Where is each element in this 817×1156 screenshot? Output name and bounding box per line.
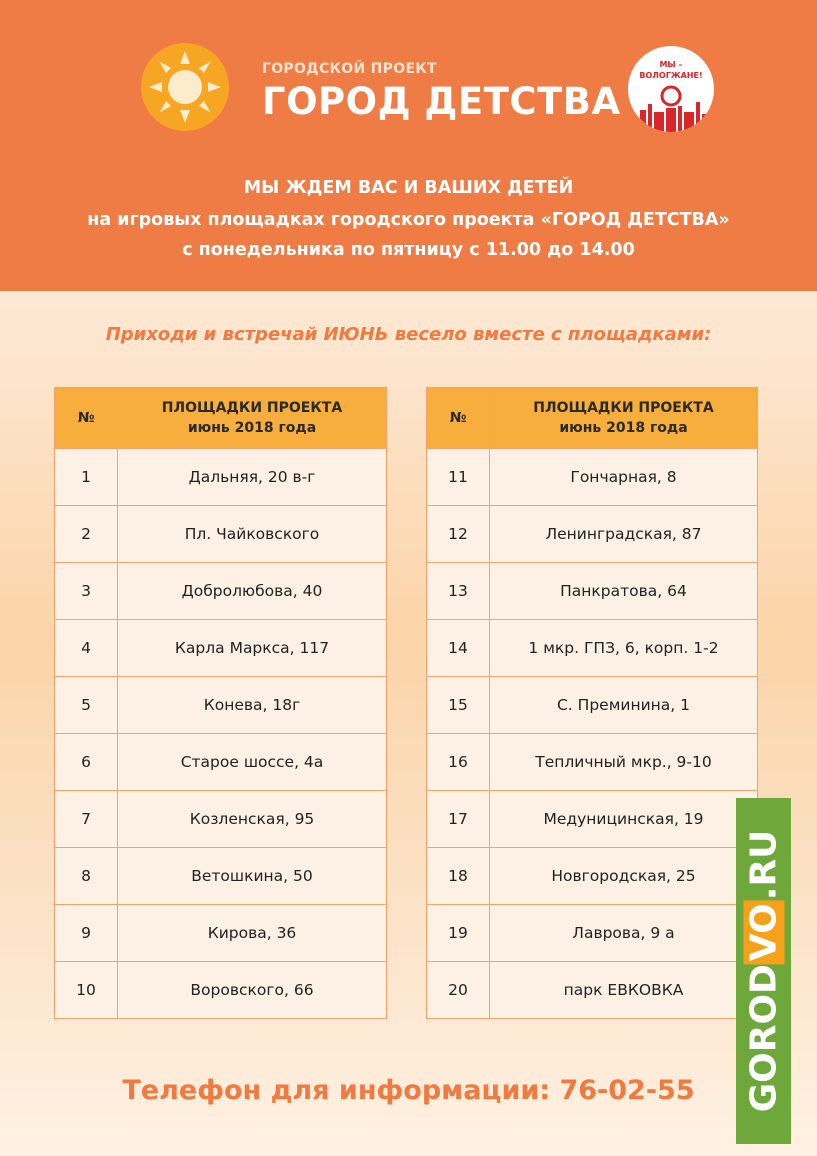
row-place: Воровского, 66: [118, 962, 387, 1019]
sites-table-left: [54, 387, 387, 1019]
row-no: 7: [55, 791, 118, 848]
table-row: [427, 848, 758, 905]
row-place: Карла Маркса, 117: [118, 620, 387, 677]
col-no-header: №: [55, 388, 118, 449]
table-row: [427, 563, 758, 620]
invite-line3: с понедельника по пятницу с 11.00 до 14.00: [182, 240, 635, 260]
row-place: парк ЕВКОВКА: [490, 962, 758, 1019]
row-no: 16: [427, 734, 490, 791]
row-no: 19: [427, 905, 490, 962]
row-no: 15: [427, 677, 490, 734]
row-no: 18: [427, 848, 490, 905]
watermark-part3: .RU: [743, 829, 784, 901]
col-title-line1: ПЛОЩАДКИ ПРОЕКТА: [533, 400, 714, 416]
project-name: ГОРОД ДЕТСТВА: [262, 80, 621, 123]
subtitle: Приходи и встречай ИЮНЬ весело вместе с площадками:: [105, 324, 712, 345]
sites-table-right: [426, 387, 758, 1019]
row-no: 4: [55, 620, 118, 677]
row-place: Гончарная, 8: [490, 449, 758, 506]
row-place: 1 мкр. ГПЗ, 6, корп. 1-2: [490, 620, 758, 677]
row-place: Ленинградская, 87: [490, 506, 758, 563]
row-place: Дальняя, 20 в-г: [118, 449, 387, 506]
invite-line2: на игровых площадках городского проекта «ГОРОД ДЕТСТВА»: [87, 210, 730, 230]
watermark-text: [743, 830, 784, 1113]
table-row: [427, 677, 758, 734]
vologzhane-badge: [628, 46, 714, 132]
row-place: Конева, 18г: [118, 677, 387, 734]
table-row: [427, 791, 758, 848]
col-title-line2: июнь 2018 года: [559, 420, 688, 436]
table-row: [427, 506, 758, 563]
row-no: 20: [427, 962, 490, 1019]
row-place: Панкратова, 64: [490, 563, 758, 620]
watermark-part1: GOROD: [743, 964, 784, 1113]
table-header-row: [427, 388, 758, 449]
table-row: [55, 506, 387, 563]
row-no: 1: [55, 449, 118, 506]
col-title-header: [118, 388, 387, 449]
table-row: [55, 620, 387, 677]
row-no: 9: [55, 905, 118, 962]
row-no: 11: [427, 449, 490, 506]
row-place: С. Преминина, 1: [490, 677, 758, 734]
col-no-header: №: [427, 388, 490, 449]
row-no: 12: [427, 506, 490, 563]
table-row: [55, 905, 387, 962]
table-row: [55, 449, 387, 506]
row-place: Тепличный мкр., 9-10: [490, 734, 758, 791]
row-place: Добролюбова, 40: [118, 563, 387, 620]
row-no: 8: [55, 848, 118, 905]
row-place: Старое шоссе, 4а: [118, 734, 387, 791]
row-place: Ветошкина, 50: [118, 848, 387, 905]
sun-icon: [140, 42, 230, 132]
row-no: 2: [55, 506, 118, 563]
row-place: Пл. Чайковского: [118, 506, 387, 563]
table-row: [427, 449, 758, 506]
table-row: [427, 962, 758, 1019]
table-header-row: [55, 388, 387, 449]
row-no: 13: [427, 563, 490, 620]
table-row: [55, 734, 387, 791]
table-row: [427, 620, 758, 677]
phone-info: Телефон для информации: 76-02-55: [122, 1075, 695, 1106]
row-no: 5: [55, 677, 118, 734]
watermark-part2: VO: [743, 900, 784, 964]
row-no: 6: [55, 734, 118, 791]
row-no: 10: [55, 962, 118, 1019]
row-no: 14: [427, 620, 490, 677]
table-row: [55, 848, 387, 905]
table-row: [427, 734, 758, 791]
city-skyline-icon: [628, 82, 714, 132]
col-title-header: [490, 388, 758, 449]
row-place: Лаврова, 9 а: [490, 905, 758, 962]
row-place: Кирова, 36: [118, 905, 387, 962]
badge-line1: МЫ –: [659, 60, 683, 69]
project-label: ГОРОДСКОЙ ПРОЕКТ: [262, 61, 437, 77]
gorodvo-watermark: [736, 798, 791, 1144]
col-title-line2: июнь 2018 года: [187, 420, 317, 436]
table-row: [55, 962, 387, 1019]
table-row: [427, 905, 758, 962]
col-title-line1: ПЛОЩАДКИ ПРОЕКТА: [161, 400, 343, 416]
row-no: 3: [55, 563, 118, 620]
table-row: [55, 563, 387, 620]
header-banner: [0, 0, 817, 291]
row-place: Медуницинская, 19: [490, 791, 758, 848]
row-no: 17: [427, 791, 490, 848]
table-row: [55, 677, 387, 734]
invite-line1: МЫ ЖДЕМ ВАС И ВАШИХ ДЕТЕЙ: [243, 178, 574, 198]
table-row: [55, 791, 387, 848]
row-place: Новгородская, 25: [490, 848, 758, 905]
badge-line2: ВОЛОГЖАНЕ!: [639, 71, 703, 80]
row-place: Козленская, 95: [118, 791, 387, 848]
